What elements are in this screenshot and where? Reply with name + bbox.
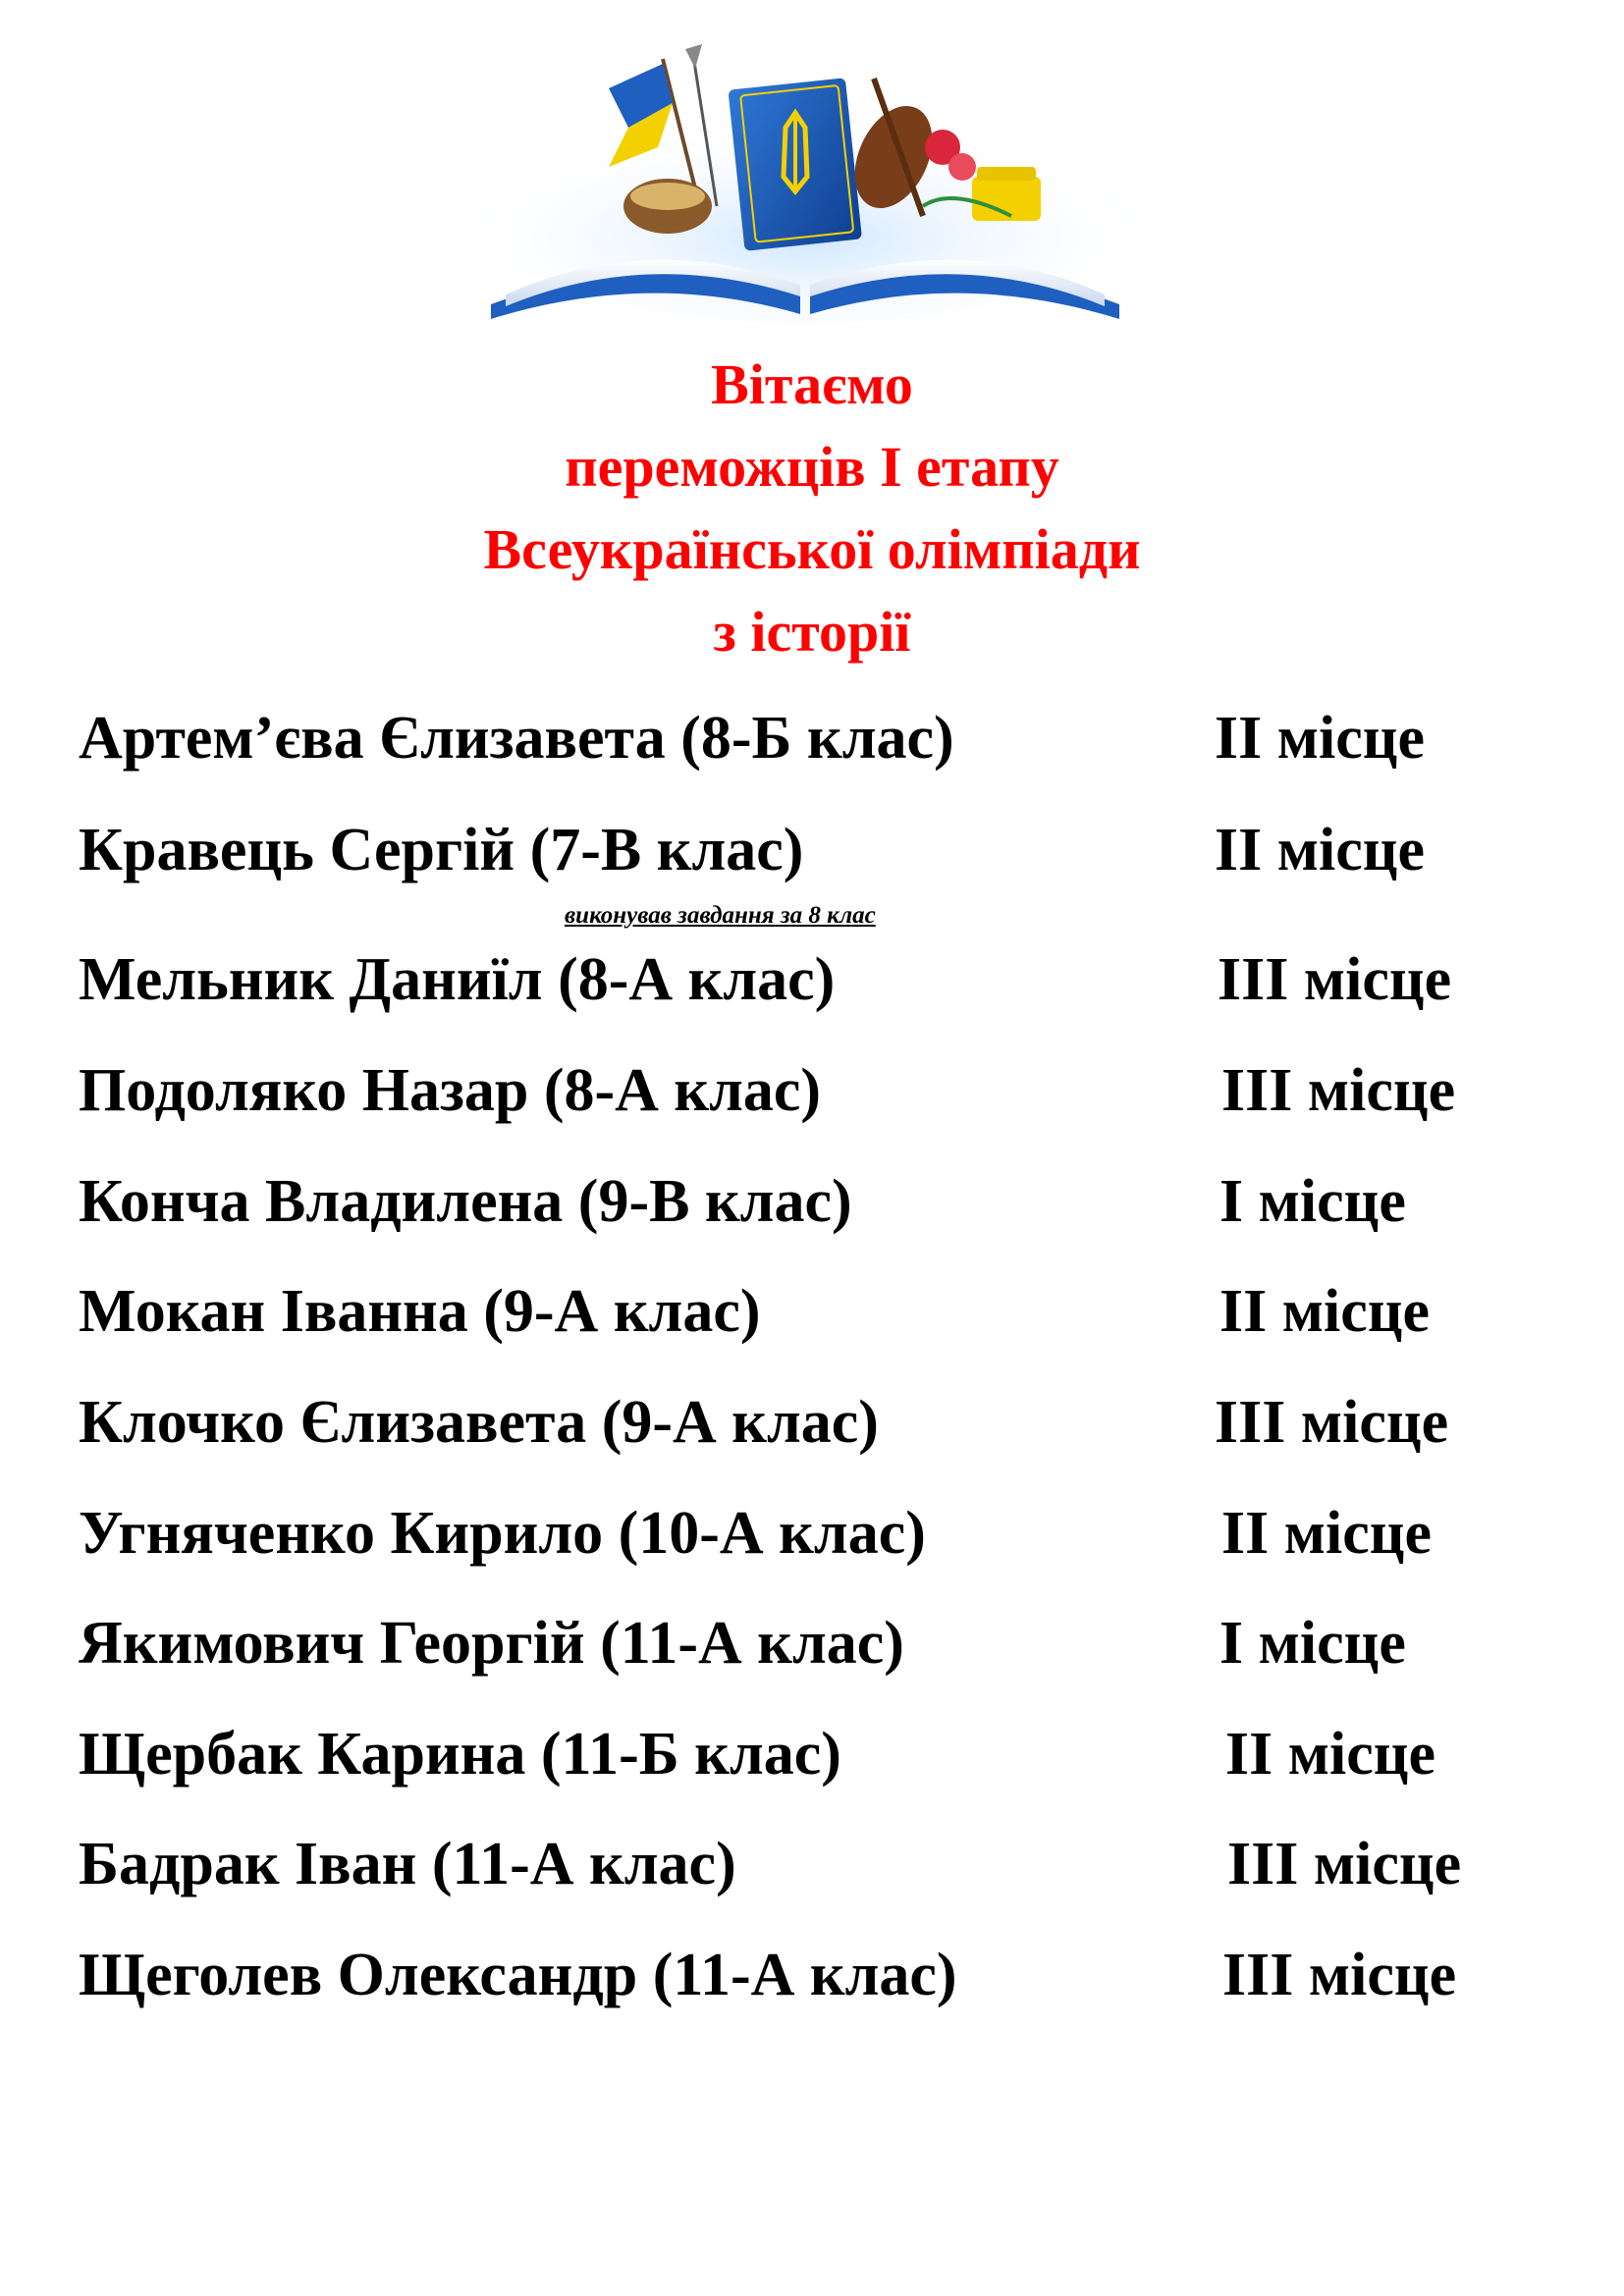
winner-place: ІІІ місце [1218, 946, 1452, 1013]
heading-line-2: переможців І етапу [565, 435, 1059, 499]
winner-place: ІІІ місце [1215, 1389, 1449, 1456]
winner-row [79, 811, 1551, 889]
winner-name: Бадрак Іван (11-А клас) [79, 1831, 736, 1897]
winner-place: І місце [1219, 1610, 1406, 1677]
heading-line-1: Вітаємо [711, 352, 913, 416]
winner-name: Щербак Карина (11-Б клас) [79, 1721, 841, 1788]
winner-row [79, 1715, 1551, 1793]
winner-name: Щеголев Олександр (11-А клас) [79, 1942, 957, 2008]
winner-name: Кравець Сергій (7-В клас) [79, 817, 804, 883]
winner-place: ІІ місце [1215, 705, 1425, 772]
winner-place: ІІ місце [1221, 1500, 1432, 1567]
winner-name: Подоляко Назар (8-А клас) [79, 1057, 822, 1124]
winner-row [79, 1825, 1551, 1903]
winner-row [79, 1272, 1551, 1351]
greeting-heading [0, 344, 1624, 673]
winner-name: Конча Владилена (9-В клас) [79, 1168, 852, 1235]
winner-name: Мокан Іванна (9-А клас) [79, 1278, 761, 1345]
winner-row [79, 1383, 1551, 1462]
winner-place: ІІІ місце [1222, 1942, 1457, 2008]
heading-line-3: Всеукраїнської олімпіади [483, 517, 1141, 581]
heading-line-4: з історії [713, 600, 911, 664]
winner-name: Якимович Георгій (11-А клас) [79, 1610, 904, 1677]
winner-place: І місце [1219, 1168, 1406, 1235]
winner-name: Угняченко Кирило (10-А клас) [79, 1500, 926, 1567]
winner-place: ІІ місце [1225, 1721, 1435, 1788]
winner-place: ІІ місце [1215, 817, 1425, 883]
winner-row [79, 699, 1551, 777]
winner-row [79, 1936, 1551, 2014]
winner-name: Мельник Даниїл (8-А клас) [79, 946, 836, 1013]
winner-row [79, 940, 1551, 1019]
winner-place: ІІ місце [1219, 1278, 1430, 1345]
winner-name: Артем’єва Єлизавета (8-Б клас) [79, 705, 954, 772]
winner-row [79, 1162, 1551, 1241]
winner-place: ІІІ місце [1221, 1057, 1456, 1124]
winner-place: ІІІ місце [1227, 1831, 1462, 1897]
book-with-trident-emblem-icon [461, 20, 1149, 324]
winner-row [79, 1494, 1551, 1573]
task-grade-note: виконував завдання за 8 клас [565, 902, 876, 929]
winner-row [79, 1604, 1551, 1682]
winner-name: Клочко Єлизавета (9-А клас) [79, 1389, 879, 1456]
winner-row [79, 1051, 1551, 1130]
